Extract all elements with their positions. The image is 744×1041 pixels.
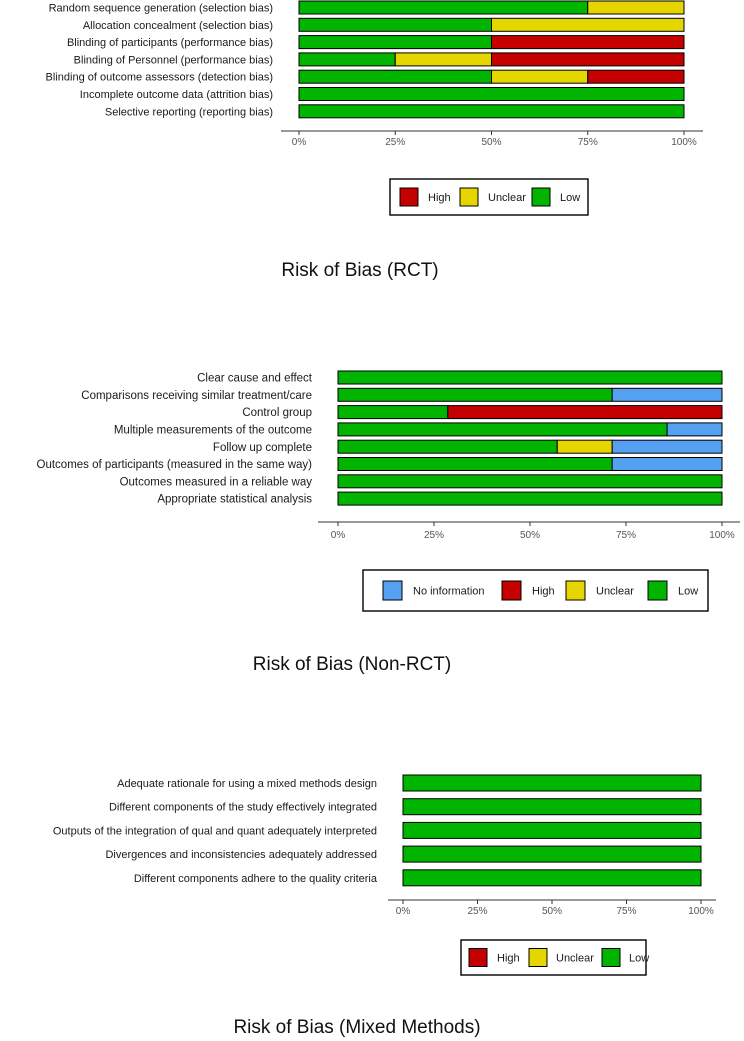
- chart-title: Risk of Bias (Mixed Methods): [233, 1017, 481, 1038]
- legend-swatch-high: [502, 581, 521, 600]
- bar-segment-low: [299, 105, 684, 118]
- bar-segment-low: [299, 18, 492, 31]
- bar-segment-low: [299, 53, 395, 66]
- bar-segment-unclear: [492, 18, 685, 31]
- bar-segment-high: [588, 70, 684, 83]
- x-tick-label: 75%: [616, 906, 637, 917]
- x-tick-label: 50%: [481, 137, 502, 148]
- bar-segment-unclear: [395, 53, 491, 66]
- x-tick-label: 100%: [671, 137, 697, 148]
- bar-segment-low: [338, 388, 612, 401]
- bar-segment-low: [299, 70, 492, 83]
- legend-swatch-unclear: [529, 949, 547, 967]
- category-label: Blinding of participants (performance bias): [66, 37, 273, 50]
- bar-segment-high: [448, 406, 722, 419]
- x-tick-label: 0%: [330, 530, 346, 541]
- bar-segment-low: [338, 475, 722, 488]
- bar-segment-low: [338, 492, 722, 505]
- legend-label: Low: [678, 585, 699, 598]
- x-tick-label: 75%: [577, 137, 598, 148]
- chart-2: [37, 371, 740, 675]
- x-tick-label: 25%: [385, 137, 406, 148]
- bar-segment-no_information: [612, 388, 722, 401]
- chart-title: Risk of Bias (RCT): [281, 260, 439, 281]
- category-label: Outputs of the integration of qual and quant adequately interpreted: [52, 825, 377, 838]
- chart-1: [46, 1, 703, 281]
- category-label: Outcomes measured in a reliable way: [119, 476, 312, 489]
- legend-swatch-low: [532, 188, 550, 206]
- x-tick-label: 50%: [519, 530, 541, 541]
- bar-segment-unclear: [588, 1, 684, 14]
- bar-segment-low: [338, 440, 557, 453]
- bar-segment-unclear: [492, 70, 588, 83]
- bar-segment-low: [403, 870, 701, 886]
- category-label: Blinding of outcome assessors (detection bias): [45, 71, 273, 84]
- legend-label: High: [532, 585, 555, 598]
- category-label: Comparisons receiving similar treatment/care: [81, 389, 312, 402]
- bar-segment-low: [403, 846, 701, 862]
- x-tick-label: 100%: [688, 906, 714, 917]
- category-label: Different components adhere to the quality criteria: [133, 872, 377, 885]
- legend-label: No information: [413, 585, 485, 598]
- bar-segment-low: [338, 371, 722, 384]
- category-label: Incomplete outcome data (attrition bias): [79, 88, 273, 101]
- category-label: Follow up complete: [212, 441, 312, 454]
- x-tick-label: 0%: [395, 906, 411, 917]
- bar-segment-high: [492, 36, 685, 49]
- category-label: Allocation concealment (selection bias): [82, 19, 273, 32]
- bar-segment-low: [403, 775, 701, 791]
- bar-segment-low: [338, 423, 667, 436]
- bar-segment-low: [338, 406, 448, 419]
- legend-swatch-low: [648, 581, 667, 600]
- legend-label: Unclear: [556, 952, 594, 965]
- legend-label: Unclear: [596, 585, 634, 598]
- bar-segment-low: [299, 36, 492, 49]
- legend-label: Low: [560, 192, 581, 204]
- legend-label: Low: [629, 952, 650, 965]
- x-tick-label: 25%: [423, 530, 445, 541]
- x-tick-label: 100%: [709, 530, 735, 541]
- bar-segment-high: [492, 53, 685, 66]
- legend-swatch-unclear: [566, 581, 585, 600]
- legend-swatch-low: [602, 949, 620, 967]
- bar-segment-low: [338, 458, 612, 471]
- category-label: Different components of the study effectively integrated: [108, 801, 377, 814]
- category-label: Multiple measurements of the outcome: [113, 424, 312, 437]
- bar-segment-no_information: [612, 440, 722, 453]
- x-tick-label: 0%: [291, 137, 307, 148]
- x-tick-label: 25%: [467, 906, 488, 917]
- legend-swatch-unclear: [460, 188, 478, 206]
- category-label: Outcomes of participants (measured in the same way): [36, 459, 312, 472]
- bar-segment-no_information: [612, 458, 722, 471]
- category-label: Clear cause and effect: [197, 372, 312, 385]
- bar-segment-low: [299, 1, 588, 14]
- category-label: Divergences and inconsistencies adequately addressed: [105, 849, 377, 862]
- bar-segment-unclear: [557, 440, 612, 453]
- category-label: Selective reporting (reporting bias): [104, 106, 273, 119]
- bar-segment-low: [403, 822, 701, 838]
- x-tick-label: 50%: [541, 906, 563, 917]
- x-tick-label: 75%: [615, 530, 637, 541]
- category-label: Control group: [242, 407, 312, 420]
- legend-swatch-no_information: [383, 581, 402, 600]
- legend-label: High: [497, 952, 520, 965]
- category-label: Blinding of Personnel (performance bias): [73, 54, 273, 67]
- legend-label: High: [428, 192, 451, 204]
- legend-swatch-high: [469, 949, 487, 967]
- bar-segment-low: [299, 88, 684, 101]
- legend-label: Unclear: [488, 192, 526, 204]
- chart-title: Risk of Bias (Non-RCT): [252, 654, 452, 675]
- bar-segment-no_information: [667, 423, 722, 436]
- legend-swatch-high: [400, 188, 418, 206]
- category-label: Adequate rationale for using a mixed methods design: [117, 777, 377, 790]
- chart-3: [53, 775, 716, 1038]
- bar-segment-low: [403, 799, 701, 815]
- category-label: Random sequence generation (selection bias): [48, 2, 273, 15]
- category-label: Appropriate statistical analysis: [157, 493, 312, 506]
